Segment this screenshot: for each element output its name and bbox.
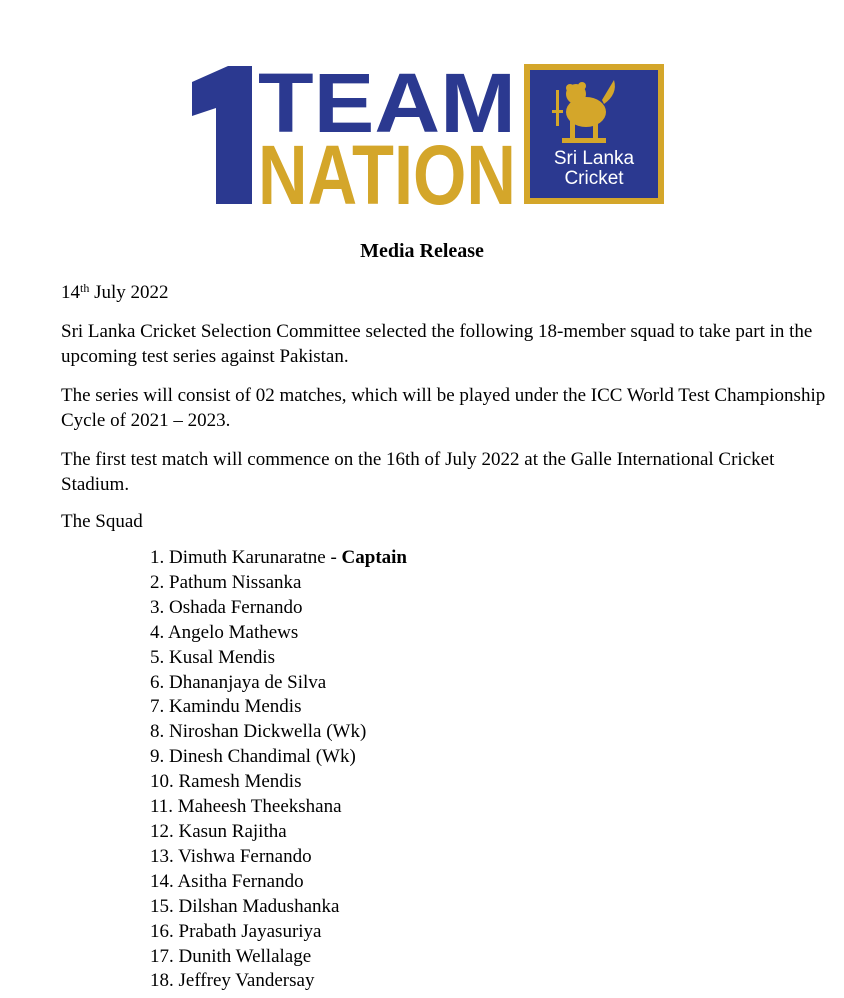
squad-member	[150, 870, 407, 895]
squad-member-number: 15.	[150, 895, 174, 917]
sri-lanka-cricket-badge	[524, 64, 664, 204]
squad-member-number: 8.	[150, 721, 165, 743]
release-date	[61, 280, 831, 305]
squad-member	[150, 671, 407, 696]
squad-member	[150, 770, 407, 795]
squad-list	[150, 546, 407, 994]
squad-member-name: Pathum Nissanka	[169, 571, 302, 593]
squad-member	[150, 745, 407, 770]
squad-member-name: Kusal Mendis	[169, 646, 276, 668]
squad-member	[150, 969, 407, 994]
squad-member-name: Dunith Wellalage	[178, 945, 312, 967]
squad-member-name: Dinesh Chandimal (Wk)	[169, 746, 356, 768]
squad-member-name: Jeffrey Vandersay	[178, 970, 315, 992]
squad-member	[150, 596, 407, 621]
team-nation-logo	[188, 60, 668, 208]
squad-member-name: Maheesh Theekshana	[177, 796, 342, 818]
page-title: Media Release	[360, 240, 484, 262]
badge-line2: Cricket	[564, 168, 624, 189]
date-suffix: th	[80, 281, 90, 295]
squad-member-number: 12.	[150, 820, 174, 842]
squad-member-name: Kamindu Mendis	[169, 696, 302, 718]
squad-member-name: Dimuth Karunaratne	[169, 547, 326, 568]
squad-member	[150, 820, 407, 845]
squad-member	[150, 646, 407, 671]
squad-member-number: 5.	[150, 646, 165, 668]
squad-member	[150, 895, 407, 920]
squad-member	[150, 571, 407, 596]
squad-member-name: Ramesh Mendis	[178, 771, 302, 793]
squad-member-number: 3.	[150, 596, 165, 618]
paragraph-squad-announcement: Sri Lanka Cricket Selection Committee selected the following 18-member squad to take part in the upcoming test series against Pakistan.	[61, 321, 813, 367]
squad-member-number: 14.	[150, 870, 174, 892]
squad-member-number: 6.	[150, 671, 165, 693]
squad-member	[150, 945, 407, 970]
date-day: 14	[61, 282, 80, 303]
badge-line1: Sri Lanka	[553, 148, 635, 169]
paragraph-series-info: The series will consist of 02 matches, which will be played under the ICC World Test Championship Cycle of 2021 – 2023.	[61, 385, 826, 431]
squad-member-number: 10.	[150, 771, 174, 793]
squad-member-number: 9.	[150, 746, 165, 768]
squad-member-name: Vishwa Fernando	[178, 845, 312, 867]
squad-member	[150, 695, 407, 720]
squad-member-name: Prabath Jayasuriya	[178, 920, 322, 942]
squad-member	[150, 920, 407, 945]
squad-member-name: Oshada Fernando	[169, 596, 303, 618]
squad-member-number: 7.	[150, 696, 165, 718]
squad-member	[150, 720, 407, 745]
squad-member-number: 13.	[150, 845, 174, 867]
squad-member-name: Kasun Rajitha	[178, 820, 287, 842]
squad-member: 1. Dimuth Karunaratne - Captain	[150, 547, 407, 568]
paragraph-first-test: The first test match will commence on the 16th of July 2022 at the Galle International Cricket Stadium.	[61, 449, 775, 495]
number-one-mark	[192, 66, 252, 204]
squad-member-number: 11.	[150, 796, 174, 818]
squad-member-number: 1.	[150, 547, 165, 568]
captain-tag: Captain	[341, 547, 407, 568]
squad-member-name: Asitha Fernando	[177, 870, 304, 892]
squad-member-number: 16.	[150, 920, 174, 942]
squad-member-name: Angelo Mathews	[167, 621, 299, 643]
squad-member	[150, 621, 407, 646]
squad-member-number: 18.	[150, 970, 174, 992]
squad-member-number: 4.	[150, 621, 165, 643]
squad-member-name: Dilshan Madushanka	[178, 895, 340, 917]
squad-member-name: Dhananjaya de Silva	[169, 671, 327, 693]
squad-heading: The Squad	[61, 511, 143, 532]
logo-team-text: TEAM	[258, 60, 516, 150]
squad-member-name: Niroshan Dickwella (Wk)	[169, 721, 367, 743]
squad-member	[150, 845, 407, 870]
squad-member-number: 17.	[150, 945, 174, 967]
logo-nation-text: NATION	[258, 128, 516, 208]
date-rest: July 2022	[89, 282, 169, 303]
squad-member	[150, 795, 407, 820]
squad-member-number: 2.	[150, 571, 165, 593]
